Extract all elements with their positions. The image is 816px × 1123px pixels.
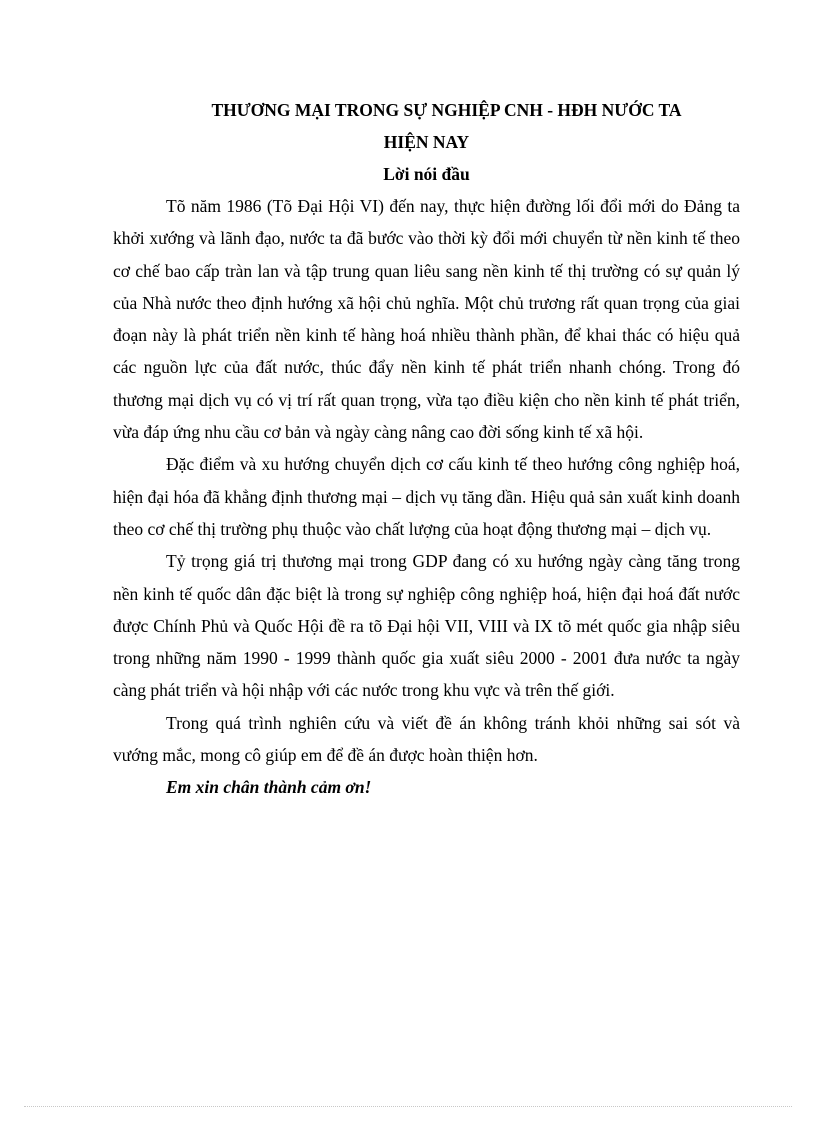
paragraph-2: Đặc điểm và xu hướng chuyển dịch cơ cấu kinh tế theo hướng công nghiệp hoá, hiện đại hóa đã khẳng định thương mại – dịch vụ tăng dần. Hiệu quả sản xuất kinh doanh theo cơ chế thị trường phụ thuộc vào chất lượng của hoạt động thương mại – dịch vụ. <box>113 454 740 539</box>
document-title-line-1: THƯƠNG MẠI TRONG SỰ NGHIỆP CNH - HĐH NƯỚC TA <box>211 100 682 120</box>
document-body <box>113 94 740 804</box>
closing-line: Em xin chân thành cảm ơn! <box>166 777 372 798</box>
preface-heading: Lời nói đầu <box>383 164 470 184</box>
paragraph-4: Trong quá trình nghiên cứu và viết đề án không tránh khỏi những sai sót và vướng mắc, mong cô giúp em để đề án được hoàn thiện hơn. <box>113 712 740 766</box>
document-title-line-2: HIỆN NAY <box>383 132 470 152</box>
paragraph-1: Tõ năm 1986 (Tõ Đại Hội VI) đến nay, thực hiện đường lối đổi mới do Đảng ta khởi xướng và lãnh đạo, nước ta đã bước vào thời kỳ đổi mới chuyển từ nền kinh tế theo cơ chế bao cấp tràn lan và tập trung quan liêu sang nền kinh tế thị trường có sự quản lý của Nhà nước theo định hướng xã hội chủ nghĩa. Một chủ trương rất quan trọng của giai đoạn này là phát triển nền kinh tế hàng hoá nhiều thành phần, để khai thác có hiệu quả các nguồn lực của đất nước, thúc đẩy nền kinh tế phát triển nhanh chóng. Trong đó thương mại dịch vụ có vị trí rất quan trọng, vừa tạo điều kiện cho nền kinh tế phát triển, vừa đáp ứng nhu cầu cơ bản và ngày càng nâng cao đời sống kinh tế xã hội. <box>113 196 740 443</box>
page-bottom-divider <box>24 1106 792 1107</box>
paragraph-3: Tỷ trọng giá trị thương mại trong GDP đang có xu hướng ngày càng tăng trong nền kinh tế quốc dân đặc biệt là trong sự nghiệp công nghiệp hoá, hiện đại hoá đất nước được Chính Phủ và Quốc Hội đề ra tõ Đại hội VII, VIII và IX tõ mét quốc gia nhập siêu trong những năm 1990 - 1999 thành quốc gia xuất siêu 2000 - 2001 đưa nước ta ngày càng phát triển và hội nhập với các nước trong khu vực và trên thế giới. <box>113 551 740 701</box>
